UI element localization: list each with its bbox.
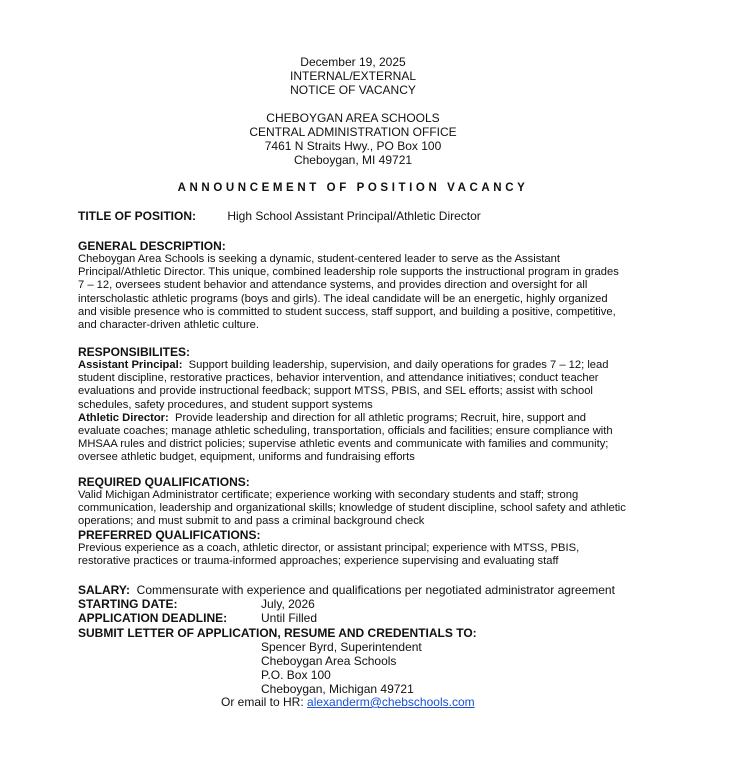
general-description-section	[78, 239, 638, 332]
text-line: and character-driven athletic culture.	[78, 319, 259, 332]
contact-po-box: P.O. Box 100	[261, 668, 331, 682]
contact-name: Spencer Byrd, Superintendent	[261, 640, 422, 654]
notice-type: INTERNAL/EXTERNAL	[289, 69, 417, 83]
text-line: Provide leadership and direction for all athletic programs; Recruit, hire, support and	[168, 411, 587, 424]
text-line: oversee athletic budget, equipment, uniforms and fundraising efforts	[78, 451, 415, 464]
text-line: Valid Michigan Administrator certificate; experience working with secondary students and staff; strong	[78, 489, 579, 501]
salary-value: Commensurate with experience and qualifications per negotiated administrator agreement	[130, 583, 615, 597]
salary-row	[78, 583, 615, 597]
contact-org: Cheboygan Area Schools	[261, 654, 397, 668]
text-line: Principal/Athletic Director. This unique, combined leadership role supports the instructional program in grades	[78, 266, 619, 279]
office-name: CENTRAL ADMINISTRATION OFFICE	[249, 125, 457, 139]
position-label: TITLE OF POSITION:	[78, 209, 196, 223]
preferred-qualifications-text	[78, 542, 638, 568]
text-line: schedules, safety procedures, and student support systems	[78, 398, 373, 411]
starting-date-row	[78, 597, 315, 611]
starting-date-label: STARTING DATE:	[78, 597, 178, 611]
responsibilities-heading: RESPONSIBILITES:	[78, 345, 191, 359]
city-state-zip: Cheboygan, MI 49721	[293, 153, 413, 167]
application-deadline-row	[78, 611, 317, 625]
date-block	[0, 55, 706, 97]
starting-date-value: July, 2026	[261, 597, 315, 611]
position-title-row	[78, 210, 481, 223]
athletic-director-label: Athletic Director:	[78, 411, 169, 424]
general-description-heading: GENERAL DESCRIPTION:	[78, 239, 226, 253]
text-line: communication, leadership and organizational skills; knowledge of student discipline, school safety and athletic	[78, 502, 626, 515]
assistant-principal-text	[78, 359, 638, 412]
text-line: operations; and must submit to and pass a criminal background check	[78, 515, 425, 528]
org-address-block	[0, 111, 706, 167]
contact-city: Cheboygan, Michigan 49721	[261, 682, 414, 696]
salary-label: SALARY:	[78, 583, 130, 597]
notice-title: NOTICE OF VACANCY	[290, 83, 416, 97]
text-line: and visible presence who is committed to student success, staff support, and building a positive, competitive,	[78, 305, 616, 318]
notice-date: December 19, 2025	[300, 55, 406, 69]
mailing-address-block	[261, 640, 422, 696]
text-line: student discipline, restorative practices, behavior intervention, and attendance initiatives; conduct teacher	[78, 372, 599, 385]
email-prefix: Or email to HR:	[221, 695, 304, 709]
email-row	[221, 696, 475, 709]
text-line: Support building leadership, supervision, and daily operations for grades 7 – 12; lead	[182, 359, 609, 371]
text-line: Previous experience as a coach, athletic director, or assistant principal; experience with MTSS, PBIS,	[78, 542, 580, 554]
text-line: evaluate coaches; manage athletic scheduling, transportation, officials and facilities; ensure compliance with	[78, 425, 613, 438]
text-line: MHSAA rules and district policies; supervise athletic events and communicate with families and community;	[78, 438, 609, 451]
announcement-heading: ANNOUNCEMENT OF POSITION VACANCY	[177, 182, 529, 194]
required-qualifications-section	[78, 475, 638, 529]
preferred-qualifications-heading: PREFERRED QUALIFICATIONS:	[78, 528, 261, 542]
street-address: 7461 N Straits Hwy., PO Box 100	[264, 139, 442, 153]
org-name: CHEBOYGAN AREA SCHOOLS	[266, 111, 440, 125]
application-deadline-label: APPLICATION DEADLINE:	[78, 611, 228, 625]
submit-instructions: SUBMIT LETTER OF APPLICATION, RESUME AND CREDENTIALS TO:	[78, 626, 477, 640]
required-qualifications-text	[78, 489, 638, 529]
text-line: interscholastic athletic programs (boys and girls). The ideal candidate will be an energetic, highly organized	[78, 292, 608, 305]
position-value: High School Assistant Principal/Athletic Director	[227, 209, 481, 223]
text-line: restorative practices or trauma-informed approaches; experience supervising and evaluating staff	[78, 555, 559, 568]
assistant-principal-label: Assistant Principal:	[78, 359, 183, 371]
required-qualifications-heading: REQUIRED QUALIFICATIONS:	[78, 475, 250, 489]
application-deadline-value: Until Filled	[261, 611, 318, 625]
email-link[interactable]: alexanderm@chebschools.com	[307, 695, 475, 709]
general-description-text	[78, 253, 638, 332]
athletic-director-text	[78, 412, 638, 465]
text-line: evaluations and provide instructional feedback; support MTSS, PBIS, and SEL efforts; assist with school	[78, 385, 593, 398]
text-line: Cheboygan Area Schools is seeking a dynamic, student-centered leader to serve as the Assistant	[78, 253, 560, 265]
preferred-qualifications-section	[78, 528, 638, 568]
text-line: 7 – 12, oversees student behavior and attendance systems, and provides direction and oversight for all	[78, 279, 588, 292]
responsibilities-section	[78, 345, 638, 465]
